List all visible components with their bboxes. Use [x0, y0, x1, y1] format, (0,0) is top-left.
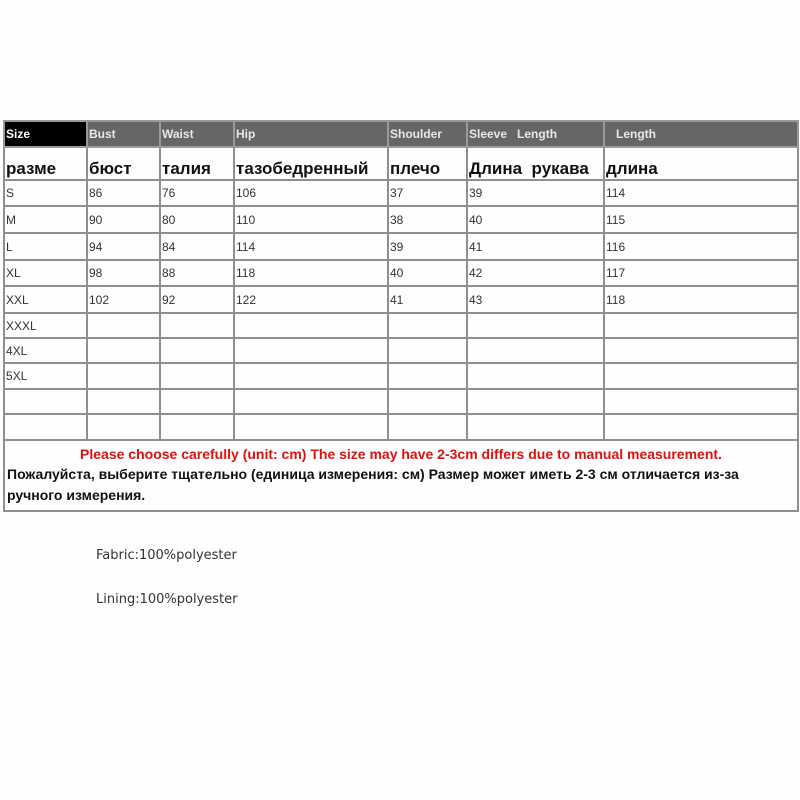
cell-sleeve-length: 42	[467, 260, 604, 286]
note-russian: Пожалуйста, выберите тщательно (единица измерения: см) Размер может иметь 2-3 см отличается из-за ручного измерения.	[7, 466, 739, 503]
cell-bust	[87, 389, 160, 414]
cell-length: 114	[604, 180, 798, 206]
cell-sleeve-length	[467, 389, 604, 414]
header-row-en	[4, 121, 798, 147]
cell-waist	[160, 313, 234, 338]
cell-bust: 102	[87, 286, 160, 313]
cell-size	[4, 389, 87, 414]
cell-shoulder: 38	[388, 206, 467, 233]
cell-shoulder: 40	[388, 260, 467, 286]
cell-sleeve-length	[467, 313, 604, 338]
cell-bust: 98	[87, 260, 160, 286]
cell-length	[604, 363, 798, 389]
table-row	[4, 206, 798, 233]
cell-hip: 114	[234, 233, 388, 260]
table-row	[4, 338, 798, 363]
header-ru-bust: бюст	[87, 147, 160, 180]
header-sleeve-length: Sleeve Length	[467, 121, 604, 147]
cell-sleeve-length	[467, 414, 604, 440]
cell-size: 5XL	[4, 363, 87, 389]
fabric-label: Fabric:100%polyester	[96, 548, 237, 563]
cell-waist: 76	[160, 180, 234, 206]
cell-size: L	[4, 233, 87, 260]
cell-length	[604, 313, 798, 338]
header-ru-waist: талия	[160, 147, 234, 180]
cell-sleeve-length: 39	[467, 180, 604, 206]
cell-sleeve-length: 40	[467, 206, 604, 233]
cell-length: 117	[604, 260, 798, 286]
note-cell	[4, 440, 798, 511]
cell-bust	[87, 313, 160, 338]
table-row	[4, 313, 798, 338]
table-row	[4, 286, 798, 313]
cell-length: 118	[604, 286, 798, 313]
table-row	[4, 233, 798, 260]
cell-shoulder: 41	[388, 286, 467, 313]
cell-hip	[234, 363, 388, 389]
cell-bust: 86	[87, 180, 160, 206]
cell-waist: 84	[160, 233, 234, 260]
cell-size: XXXL	[4, 313, 87, 338]
header-length: Length	[604, 121, 798, 147]
table-row	[4, 389, 798, 414]
header-shoulder: Shoulder	[388, 121, 467, 147]
cell-sleeve-length	[467, 338, 604, 363]
cell-waist	[160, 338, 234, 363]
table-row	[4, 180, 798, 206]
table-row	[4, 414, 798, 440]
cell-sleeve-length	[467, 363, 604, 389]
header-ru-shoulder: плечо	[388, 147, 467, 180]
note-english: Please choose carefully (unit: cm) The size may have 2-3cm differs due to manual measurement.	[80, 446, 722, 462]
table-row	[4, 260, 798, 286]
cell-waist	[160, 389, 234, 414]
cell-hip: 106	[234, 180, 388, 206]
cell-waist: 88	[160, 260, 234, 286]
header-hip: Hip	[234, 121, 388, 147]
cell-hip	[234, 313, 388, 338]
header-ru-length: длина	[604, 147, 798, 180]
cell-hip: 122	[234, 286, 388, 313]
cell-size: XL	[4, 260, 87, 286]
header-bust: Bust	[87, 121, 160, 147]
cell-hip	[234, 389, 388, 414]
header-waist: Waist	[160, 121, 234, 147]
header-ru-hip: тазобедренный	[234, 147, 388, 180]
cell-shoulder: 39	[388, 233, 467, 260]
cell-length: 115	[604, 206, 798, 233]
cell-hip	[234, 338, 388, 363]
cell-length	[604, 414, 798, 440]
cell-size: XXL	[4, 286, 87, 313]
cell-length	[604, 338, 798, 363]
cell-size: 4XL	[4, 338, 87, 363]
cell-size	[4, 414, 87, 440]
cell-shoulder	[388, 313, 467, 338]
cell-bust: 90	[87, 206, 160, 233]
header-ru-size: разме	[4, 147, 87, 180]
size-chart-table	[3, 120, 799, 512]
cell-sleeve-length: 41	[467, 233, 604, 260]
header-row-ru	[4, 147, 798, 180]
header-size: Size	[4, 121, 87, 147]
cell-shoulder	[388, 389, 467, 414]
table-row	[4, 363, 798, 389]
cell-bust	[87, 363, 160, 389]
cell-bust	[87, 338, 160, 363]
lining-label: Lining:100%polyester	[96, 592, 238, 607]
cell-sleeve-length: 43	[467, 286, 604, 313]
cell-shoulder	[388, 338, 467, 363]
cell-size: M	[4, 206, 87, 233]
cell-length	[604, 389, 798, 414]
cell-bust	[87, 414, 160, 440]
cell-waist: 80	[160, 206, 234, 233]
cell-waist: 92	[160, 286, 234, 313]
cell-shoulder: 37	[388, 180, 467, 206]
cell-length: 116	[604, 233, 798, 260]
cell-waist	[160, 414, 234, 440]
cell-bust: 94	[87, 233, 160, 260]
cell-size: S	[4, 180, 87, 206]
cell-hip	[234, 414, 388, 440]
header-ru-sleeve-length: Длина рукава	[467, 147, 604, 180]
note-row	[4, 440, 798, 511]
cell-shoulder	[388, 414, 467, 440]
cell-shoulder	[388, 363, 467, 389]
cell-hip: 118	[234, 260, 388, 286]
cell-waist	[160, 363, 234, 389]
cell-hip: 110	[234, 206, 388, 233]
